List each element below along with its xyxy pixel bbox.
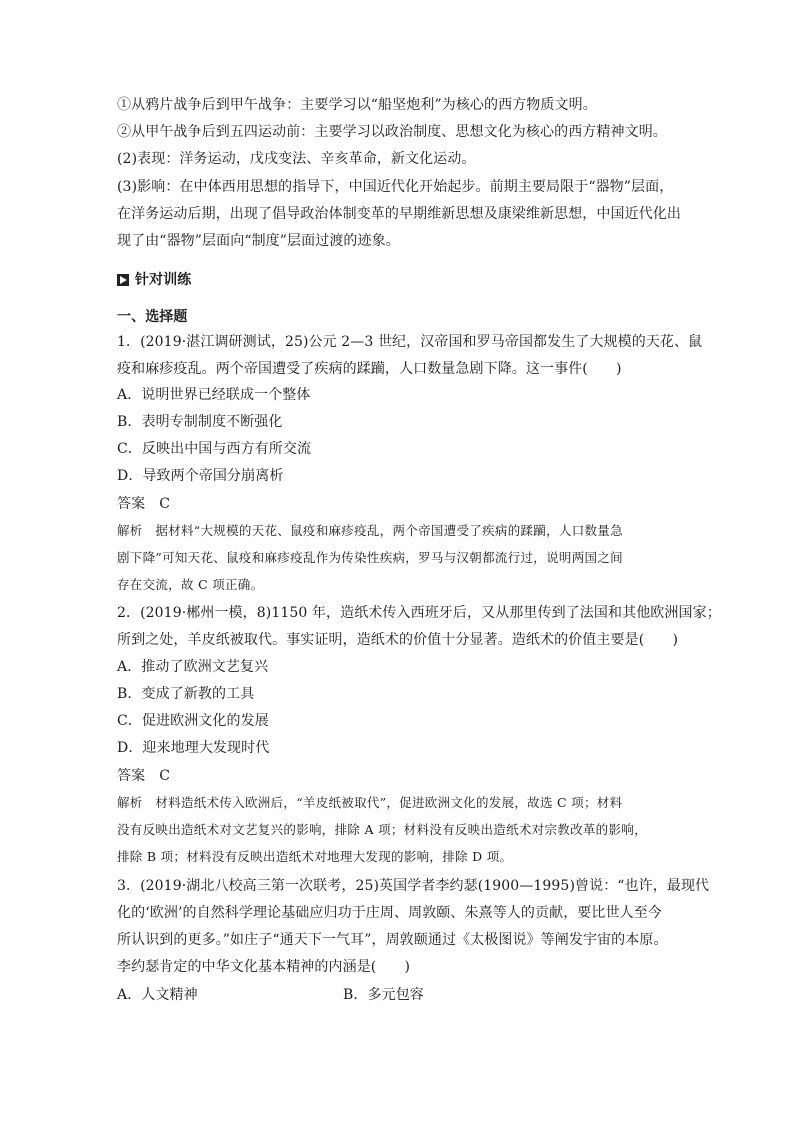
section-title: 针对训练	[135, 272, 192, 288]
q1-explanation-line-2: 剧下降”可知天花、鼠疫和麻疹疫乱作为传染性疾病，罗马与汉朝都流行过，说明两国之间	[117, 550, 623, 565]
q1-stem-line-2: 疫和麻疹疫乱。两个帝国遭受了疾病的蹂躏，人口数量急剧下降。这一事件( )	[117, 361, 622, 377]
q1-option-c: C．反映出中国与西方有所交流	[117, 441, 312, 457]
q1-explanation-line-1: 解析 据材料“大规模的天花、鼠疫和麻疹疫乱，两个帝国遭受了疾病的蹂躏，人口数量急	[117, 523, 623, 538]
q1-option-b: B．表明专制制度不断强化	[117, 414, 283, 430]
q2-stem-line-1: 2．(2019·郴州一模，8)1150 年，造纸术传入西班牙后，又从那里传到了法国和其他欧洲国家；	[117, 605, 721, 621]
q1-explanation-line-3: 存在交流，故 C 项正确。	[117, 577, 264, 592]
q2-explanation-line-3: 排除 B 项；材料没有反映出造纸术对地理大发现的影响，排除 D 项。	[117, 849, 513, 864]
q2-explanation-line-2: 没有反映出造纸术对文艺复兴的影响，排除 A 项；材料没有反映出造纸术对宗教改革的影响，	[117, 822, 647, 837]
q2-option-a: A．推动了欧洲文艺复兴	[117, 659, 269, 675]
play-triangle-icon	[117, 274, 129, 286]
q2-option-c: C．促进欧洲文化的发展	[117, 713, 269, 729]
intro-line-6: 现了由“器物”层面向“制度”层面过渡的迹象。	[117, 233, 400, 249]
intro-line-5: 在洋务运动后期，出现了倡导政治体制变革的早期维新思想及康梁维新思想，中国近代化出	[117, 206, 681, 222]
q2-stem-line-2: 所到之处，羊皮纸被取代。事实证明，造纸术的价值十分显著。造纸术的价值主要是( )	[117, 632, 679, 648]
q1-answer: 答案 C	[117, 496, 171, 512]
intro-line-1: ①从鸦片战争后到甲午战争：主要学习以“船坚炮利”为核心的西方物质文明。	[117, 97, 597, 113]
intro-line-4: (3)影响：在中体西用思想的指导下，中国近代化开始起步。前期主要局限于“器物”层面，	[117, 179, 674, 195]
q3-stem-line-4: 李约瑟肯定的中华文化基本精神的内涵是( )	[117, 959, 411, 975]
q3-options-row	[117, 985, 198, 1005]
q3-stem-line-1: 3．(2019·湖北八校高三第一次联考，25)英国学者李约瑟(1900—1995)曾说：“也许，最现代	[117, 878, 710, 894]
q2-option-b: B．变成了新教的工具	[117, 686, 255, 702]
q3-option-b: B．多元包容	[343, 987, 424, 1003]
q1-stem-line-1: 1．(2019·湛江调研测试，25)公元 2—3 世纪，汉帝国和罗马帝国都发生了大规模的天花、鼠	[117, 334, 703, 350]
q1-option-d: D．导致两个帝国分崩离析	[117, 468, 284, 484]
q1-option-a: A．说明世界已经联成一个整体	[117, 387, 311, 403]
q2-option-d: D．迎来地理大发现时代	[117, 740, 270, 756]
q2-explanation-line-1: 解析 材料造纸术传入欧洲后，“羊皮纸被取代”，促进欧洲文化的发展，故选 C 项；材料	[117, 795, 623, 810]
q3-option-a: A．人文精神	[117, 987, 198, 1003]
section-subtitle: 一、选择题	[117, 309, 188, 325]
q3-stem-line-3: 所认识到的更多。”如庄子“通天下一气耳”，周敦颐通过《太极图说》等阐发宇宙的本原。	[117, 932, 668, 948]
q2-answer: 答案 C	[117, 768, 171, 784]
section-heading	[117, 270, 191, 290]
intro-line-2: ②从甲午战争后到五四运动前：主要学习以政治制度、思想文化为核心的西方精神文明。	[117, 124, 667, 140]
intro-line-3: (2)表现：洋务运动，戊戌变法、辛亥革命，新文化运动。	[117, 151, 476, 167]
q3-stem-line-2: 化的‘欧洲’的自然科学理论基础应归功于庄周、周敦颐、朱熹等人的贡献，要比世人至今	[117, 905, 662, 921]
